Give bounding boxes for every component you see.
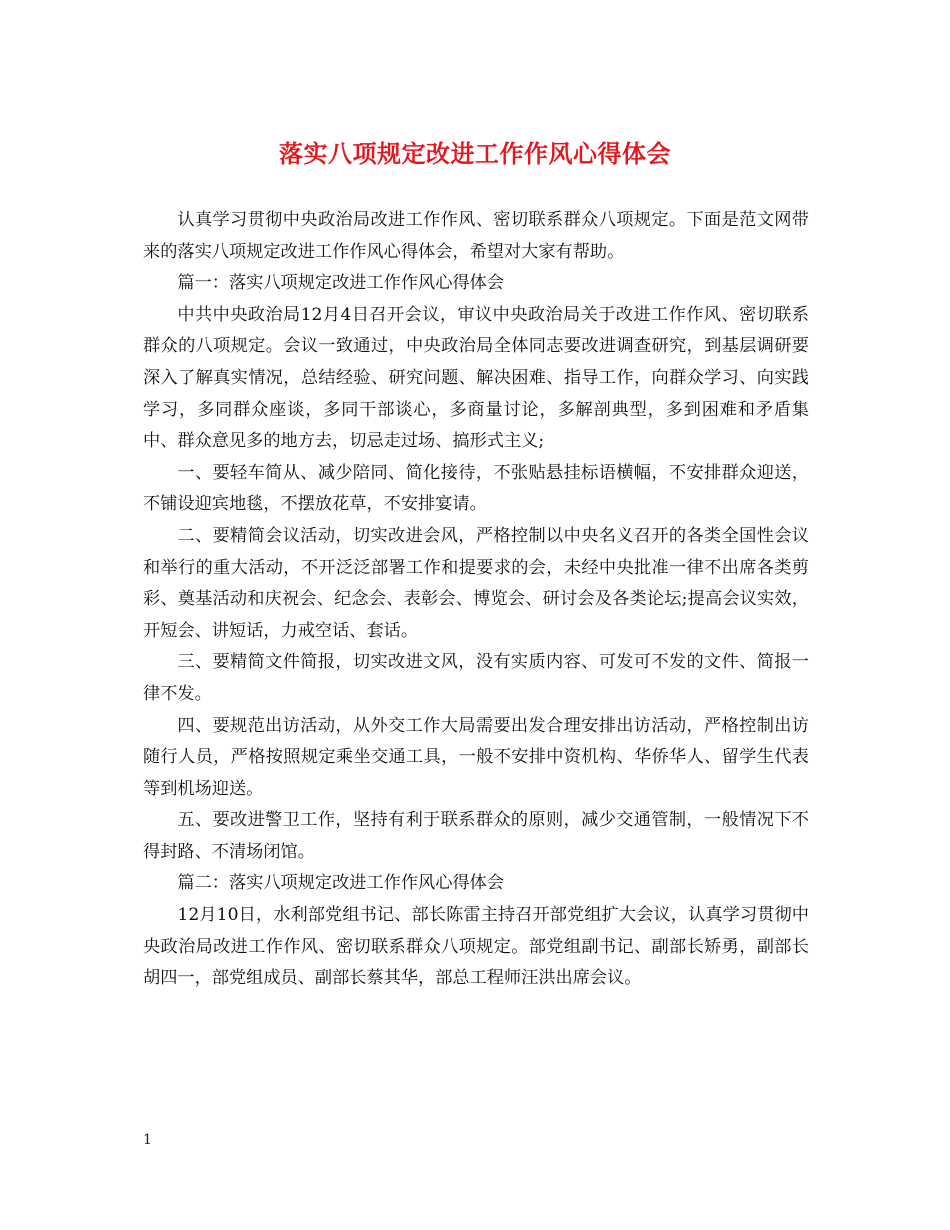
- section-heading-1: 篇一：落实八项规定改进工作作风心得体会: [177, 273, 504, 294]
- section-heading-2: 篇二：落实八项规定改进工作作风心得体会: [177, 873, 504, 894]
- paragraph-meeting: 中共中央政治局12月4日召开会议，审议中央政治局关于改进工作作风、密切联系群众的八项规定。会议一致通过，中央政治局全体同志要改进调查研究，到基层调研要深入了解真实情况，总结经验、研究问题、解决困难、指导工作，向群众学习、向实践学习，多同群众座谈，多同干部谈心，多商量讨论，多解剖典型，多到困难和矛盾集中、群众意见多的地方去，切忌走过场、搞形式主义;: [143, 304, 809, 452]
- page-number: 1: [143, 1132, 152, 1148]
- paragraph-rule-1: 一、要轻车简从、减少陪同、简化接待，不张贴悬挂标语横幅，不安排群众迎送，不铺设迎宾地毯，不摆放花草，不安排宴请。: [143, 462, 809, 515]
- paragraph-ministry-meeting: 12月10日，水利部党组书记、部长陈雷主持召开部党组扩大会议，认真学习贯彻中央政治局改进工作作风、密切联系群众八项规定。部党组副书记、副部长矫勇，副部长胡四一，部党组成员、副部长蔡其华，部总工程师汪洪出席会议。: [143, 905, 809, 989]
- document-title: 落实八项规定改进工作作风心得体会: [279, 139, 671, 168]
- paragraph-rule-2: 二、要精简会议活动，切实改进会风，严格控制以中央名义召开的各类全国性会议和举行的重大活动，不开泛泛部署工作和提要求的会，未经中央批准一律不出席各类剪彩、奠基活动和庆祝会、纪念会、表彰会、博览会、研讨会及各类论坛;提高会议实效，开短会、讲短话，力戒空话、套话。: [143, 525, 809, 641]
- paragraph-rule-4: 四、要规范出访活动，从外交工作大局需要出发合理安排出访活动，严格控制出访随行人员，严格按照规定乘坐交通工具，一般不安排中资机构、华侨华人、留学生代表等到机场迎送。: [143, 715, 809, 799]
- paragraph-rule-3: 三、要精简文件简报，切实改进文风，没有实质内容、可发可不发的文件、简报一律不发。: [143, 652, 809, 704]
- paragraph-intro: 认真学习贯彻中央政治局改进工作作风、密切联系群众八项规定。下面是范文网带来的落实八项规定改进工作作风心得体会，希望对大家有帮助。: [143, 210, 809, 262]
- document-body: [143, 205, 809, 995]
- paragraph-rule-5: 五、要改进警卫工作，坚持有利于联系群众的原则，减少交通管制，一般情况下不得封路、不清场闭馆。: [143, 810, 809, 862]
